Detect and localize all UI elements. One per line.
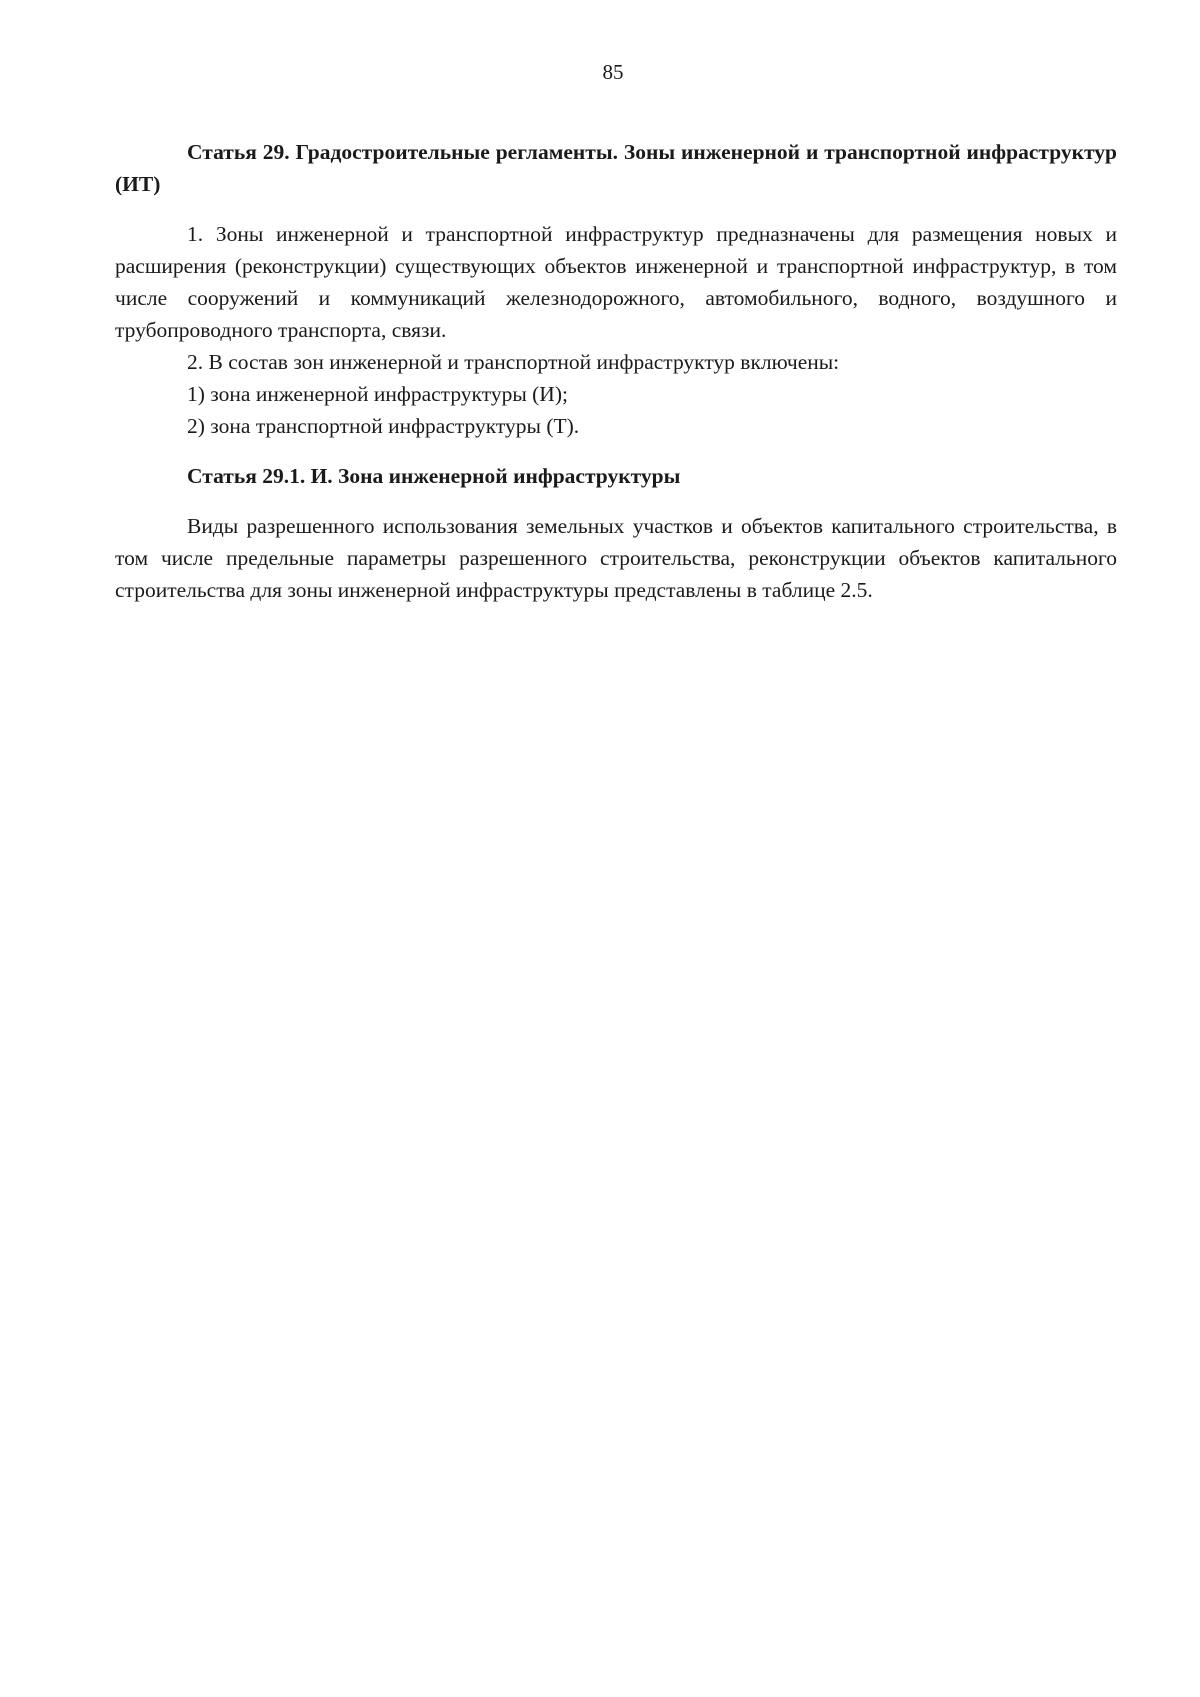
article-29-paragraph-1: 1. Зоны инженерной и транспортной инфраструктур предназначены для размещения новых и расширения (реконструкции) существующих объектов инженерной и транспортной инфраструктур, в том числе сооружений и коммуникаций железнодорожного, автомобильного, водного, воздушного и трубопроводного транспорта, связи. [115, 222, 1117, 342]
article-29-1-paragraph-1: Виды разрешенного использования земельных участков и объектов капитального строительства, в том числе предельные параметры разрешенного строительства, реконструкции объектов капитального строительства для зоны инженерной инфраструктуры представлены в таблице 2.5. [115, 514, 1117, 602]
spacer [115, 200, 1117, 218]
article-29-section [115, 136, 1117, 442]
article-29-1-heading: Статья 29.1. И. Зона инженерной инфраструктуры [187, 464, 681, 488]
article-29-heading: Статья 29. Градостроительные регламенты. Зоны инженерной и транспортной инфраструктур (ИТ) [115, 140, 1117, 196]
page-number: 85 [602, 60, 624, 84]
document-body [115, 136, 1117, 606]
article-29-list-item-2: 2) зона транспортной инфраструктуры (Т). [187, 414, 580, 438]
article-29-paragraph-2: 2. В состав зон инженерной и транспортной инфраструктур включены: [187, 350, 840, 374]
article-29-1-section [115, 460, 1117, 606]
spacer [115, 442, 1117, 460]
article-29-list-item-1: 1) зона инженерной инфраструктуры (И); [187, 382, 568, 406]
spacer [115, 492, 1117, 510]
